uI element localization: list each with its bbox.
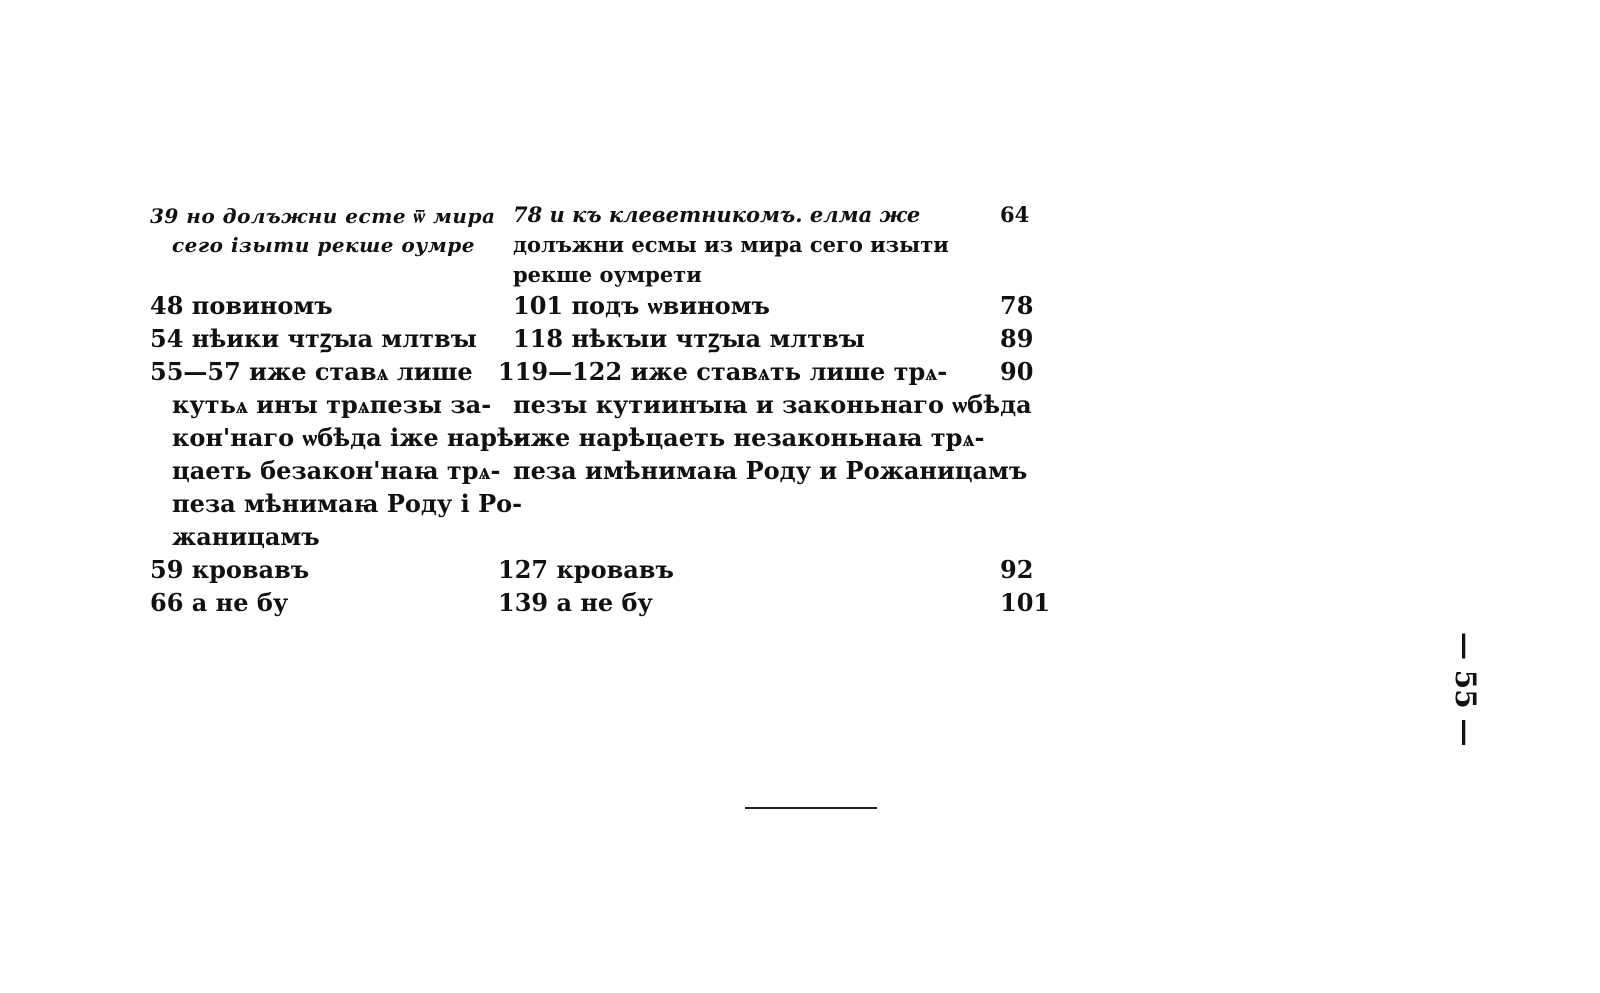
- row-6-ref: 101: [1000, 588, 1051, 617]
- row-1-middle-line-2: долъжни есмы из мира сего изыти: [513, 232, 949, 257]
- row-6-left-line-1: 66 а не бу: [150, 588, 289, 617]
- row-4-left-line-6: жаницамъ: [172, 522, 320, 551]
- row-6-left: [150, 586, 495, 619]
- row-2-middle: [513, 289, 988, 322]
- row-2-left: [150, 289, 495, 322]
- row-1-left-line-2: сего ізыти рекше оумре: [172, 233, 475, 257]
- row-4-middle-line-2: пезꙑ кутиинꙑꙗ и законьнаго ѡбѣда: [513, 390, 1032, 419]
- row-4-left-line-1: 55—57 иже ставѧ лише: [150, 357, 473, 386]
- page-number: — 55 —: [1449, 632, 1482, 747]
- row-6-middle-line-1: 139 а не бу: [498, 588, 653, 617]
- row-4-middle-line-3: иже нарѣцаеть незаконьнаꙗ трѧ-: [513, 423, 985, 452]
- divider-rule: [745, 807, 877, 809]
- row-4-left-line-5: пеза мѣнимаꙗ Роду і Ро-: [172, 489, 523, 518]
- row-1-ref: 64: [1000, 202, 1030, 227]
- row-1-left: [150, 202, 495, 260]
- row-2-left-line-1: 48 повиномъ: [150, 291, 333, 320]
- row-4-left-line-4: цаеть безакон'наꙗ трѧ-: [172, 456, 501, 485]
- row-4-left: [150, 355, 524, 553]
- row-1-middle-line-1: 78 и къ клеветникомъ. елма же: [513, 202, 921, 227]
- row-3-left-line-1: 54 нѣики чтꙁꙑа млтвꙑ: [150, 324, 477, 353]
- row-5-ref: 92: [1000, 555, 1034, 584]
- row-5-left-line-1: 59 кровавъ: [150, 555, 310, 584]
- row-4-middle-line-4: пеза имѣнимаꙗ Роду и Рожаницамъ: [513, 456, 1028, 485]
- row-5-middle: [498, 553, 973, 586]
- row-4-left-line-2: кутьѧ инꙑ трѧпезы за-: [172, 390, 492, 419]
- row-2-ref: 78: [1000, 291, 1034, 320]
- row-3-ref: 89: [1000, 324, 1034, 353]
- row-4-ref: 90: [1000, 357, 1034, 386]
- row-5-left: [150, 553, 495, 586]
- row-6-middle: [498, 586, 973, 619]
- row-4-middle-line-1: 119—122 иже ставѧть лише трѧ-: [498, 357, 948, 386]
- row-2-middle-line-1: 101 подъ ѡвиномъ: [513, 291, 770, 320]
- row-1-middle-line-3: рекше оумрети: [513, 262, 702, 287]
- row-4-left-line-3: кон'наго ѡбѣда іже нарѣ-: [172, 423, 524, 452]
- row-5-middle-line-1: 127 кровавъ: [498, 555, 674, 584]
- row-3-left: [150, 322, 495, 355]
- row-3-middle: [513, 322, 988, 355]
- row-3-middle-line-1: 118 нѣкꙑи чтꙁꙑа млтвꙑ: [513, 324, 865, 353]
- row-1-left-line-1: 39 но долъжни есте ѿ мира: [150, 204, 496, 228]
- row-1-middle: [513, 200, 988, 290]
